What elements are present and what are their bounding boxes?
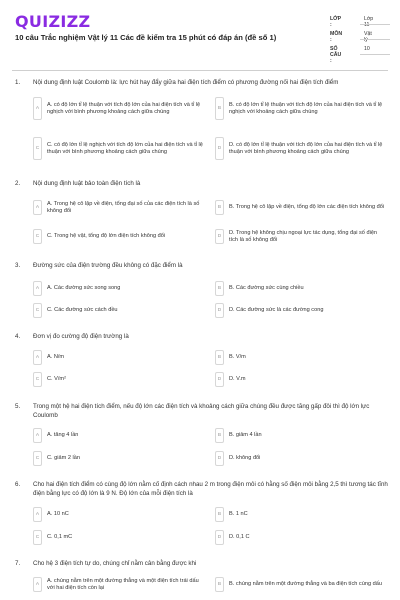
option-text: A. N/m <box>47 354 65 360</box>
option-text: A. tăng 4 lần <box>47 432 79 438</box>
option-text: A. chúng nằm trên một đường thẳng và một điện tích trái dấu với hai điện tích còn lại <box>47 577 199 591</box>
question-text: Đường sức của điện trường đều không có đặc điểm là <box>33 262 183 269</box>
option-letter: B <box>215 507 224 522</box>
option-letter: C <box>33 137 42 160</box>
option-letter: D <box>215 137 224 160</box>
question-number: 2. <box>15 180 21 187</box>
option-letter: B <box>215 577 224 592</box>
option-letter: B <box>215 281 224 296</box>
subject-label: MÔN : <box>330 31 343 43</box>
option-letter: A <box>33 507 42 522</box>
option-text: C. giảm 2 lần <box>47 455 80 461</box>
subject-underline <box>360 39 390 40</box>
option-letter: B <box>215 200 224 215</box>
question-number: 1. <box>15 79 21 86</box>
option-letter: A <box>33 97 42 120</box>
option-text: C. Trong hệ vật, tổng độ lớn điện tích không đổi <box>47 233 166 239</box>
option-text: A. Các đường sức song song <box>47 285 121 291</box>
option-letter: C <box>33 451 42 466</box>
question-count-value: 10 <box>364 46 370 52</box>
option-text: D. có độ lớn tỉ lệ thuận với tích độ lớn của hai điện tích và tỉ lệ thuận với bình phương khoảng cách giữa chúng <box>229 141 383 155</box>
quizizz-logo: QUIZIZZ <box>15 12 91 31</box>
option-letter: D <box>215 229 224 244</box>
option-letter: A <box>33 200 42 215</box>
option-text: C. có độ lớn tỉ lệ nghịch với tích độ lớn của hai điện tích và tỉ lệ thuận với bình phương khoảng cách giữa chúng <box>47 141 203 155</box>
option-text: D. không đổi <box>229 455 261 461</box>
option-letter: D <box>215 451 224 466</box>
option-letter: A <box>33 428 42 443</box>
option-letter: D <box>215 530 224 545</box>
option-text: B. Các đường sức cùng chiều <box>229 285 304 291</box>
option-letter: D <box>215 303 224 318</box>
option-letter: C <box>33 530 42 545</box>
option-text: B. có độ lớn tỉ lệ thuận với tích độ lớn của hai điện tích và tỉ lệ nghịch với khoảng cách giữa chúng <box>229 101 383 115</box>
option-text: A. Trong hệ cô lập về điện, tổng đại số của các điện tích là số không đổi <box>47 200 200 214</box>
subject-value: Vật lý <box>364 31 372 43</box>
option-text: D. V.m <box>229 376 246 382</box>
option-letter: C <box>33 372 42 387</box>
option-letter: B <box>215 350 224 365</box>
option-letter: C <box>33 229 42 244</box>
option-letter: A <box>33 577 42 592</box>
question-number: 7. <box>15 560 21 567</box>
question-text: Nội dung định luật bảo toàn điện tích là <box>33 180 141 187</box>
option-letter: C <box>33 303 42 318</box>
question-number: 3. <box>15 262 21 269</box>
option-text: B. 1 nC <box>229 511 248 517</box>
question-number: 6. <box>15 481 21 488</box>
option-text: A. 10 nC <box>47 511 69 517</box>
worksheet-header <box>0 0 400 68</box>
option-text: B. Trong hệ cô lập về điện, tổng độ lớn các điện tích không đổi <box>229 204 385 210</box>
option-letter: B <box>215 97 224 120</box>
option-letter: A <box>33 281 42 296</box>
option-letter: B <box>215 428 224 443</box>
option-text: B. chúng nằm trên một đường thẳng và ba điện tích cùng dấu <box>229 581 382 587</box>
question-count-underline <box>360 54 390 55</box>
option-letter: D <box>215 372 224 387</box>
class-value: Lớp 11 <box>364 16 374 28</box>
class-label: LỚP : <box>330 16 341 28</box>
option-text: C. Các đường sức cách đều <box>47 307 118 313</box>
option-text: B. V/m <box>229 354 246 360</box>
option-text: D. Các đường sức là các đường cong <box>229 307 324 313</box>
question-text: Đơn vị đo cường độ điện trường là <box>33 333 129 340</box>
question-text: Nội dung định luật Coulomb là: lực hút hay đẩy giữa hai điện tích điểm có phương đường nối hai điện tích điểm <box>33 79 339 86</box>
question-count-label: SỐ CÂU : <box>330 46 342 64</box>
option-text: D. Trong hệ không chịu ngoại lực tác dụng, tổng đại số điện tích là số không đổi <box>229 229 378 243</box>
question-number: 4. <box>15 333 21 340</box>
question-text: Trong một hệ hai điện tích điểm, nếu độ lớn các điện tích và khoảng cách giữa chúng đều được tăng gấp đôi thì độ lớn lực Coulomb <box>33 403 370 419</box>
worksheet-title: 10 câu Trắc nghiệm Vật lý 11 Các đề kiểm tra 15 phút có đáp án (đề số 1) <box>15 33 277 42</box>
option-text: D. 0,1 C <box>229 534 250 540</box>
option-text: B. giảm 4 lần <box>229 432 262 438</box>
option-text: C. V/m² <box>47 376 66 382</box>
option-text: A. có độ lớn tỉ lệ thuận với tích độ lớn của hai điện tích và tỉ lệ nghịch với bình phương khoảng cách giữa chúng <box>47 101 201 115</box>
option-letter: A <box>33 350 42 365</box>
question-number: 5. <box>15 403 21 410</box>
header-divider <box>12 70 388 71</box>
question-text: Cho hệ 3 điện tích tự do, chúng chỉ nằm cân bằng được khi <box>33 560 197 567</box>
class-underline <box>360 24 390 25</box>
option-text: C. 0,1 mC <box>47 534 73 540</box>
question-text: Cho hai điện tích điểm có cùng độ lớn nằm cố định cách nhau 2 m trong điện môi có hằng số điện môi bằng 2,5 thì tương tác tĩnh điện bằng lực có độ lớn là 9 N. Độ lớn của mỗi điện tích là <box>33 481 388 497</box>
